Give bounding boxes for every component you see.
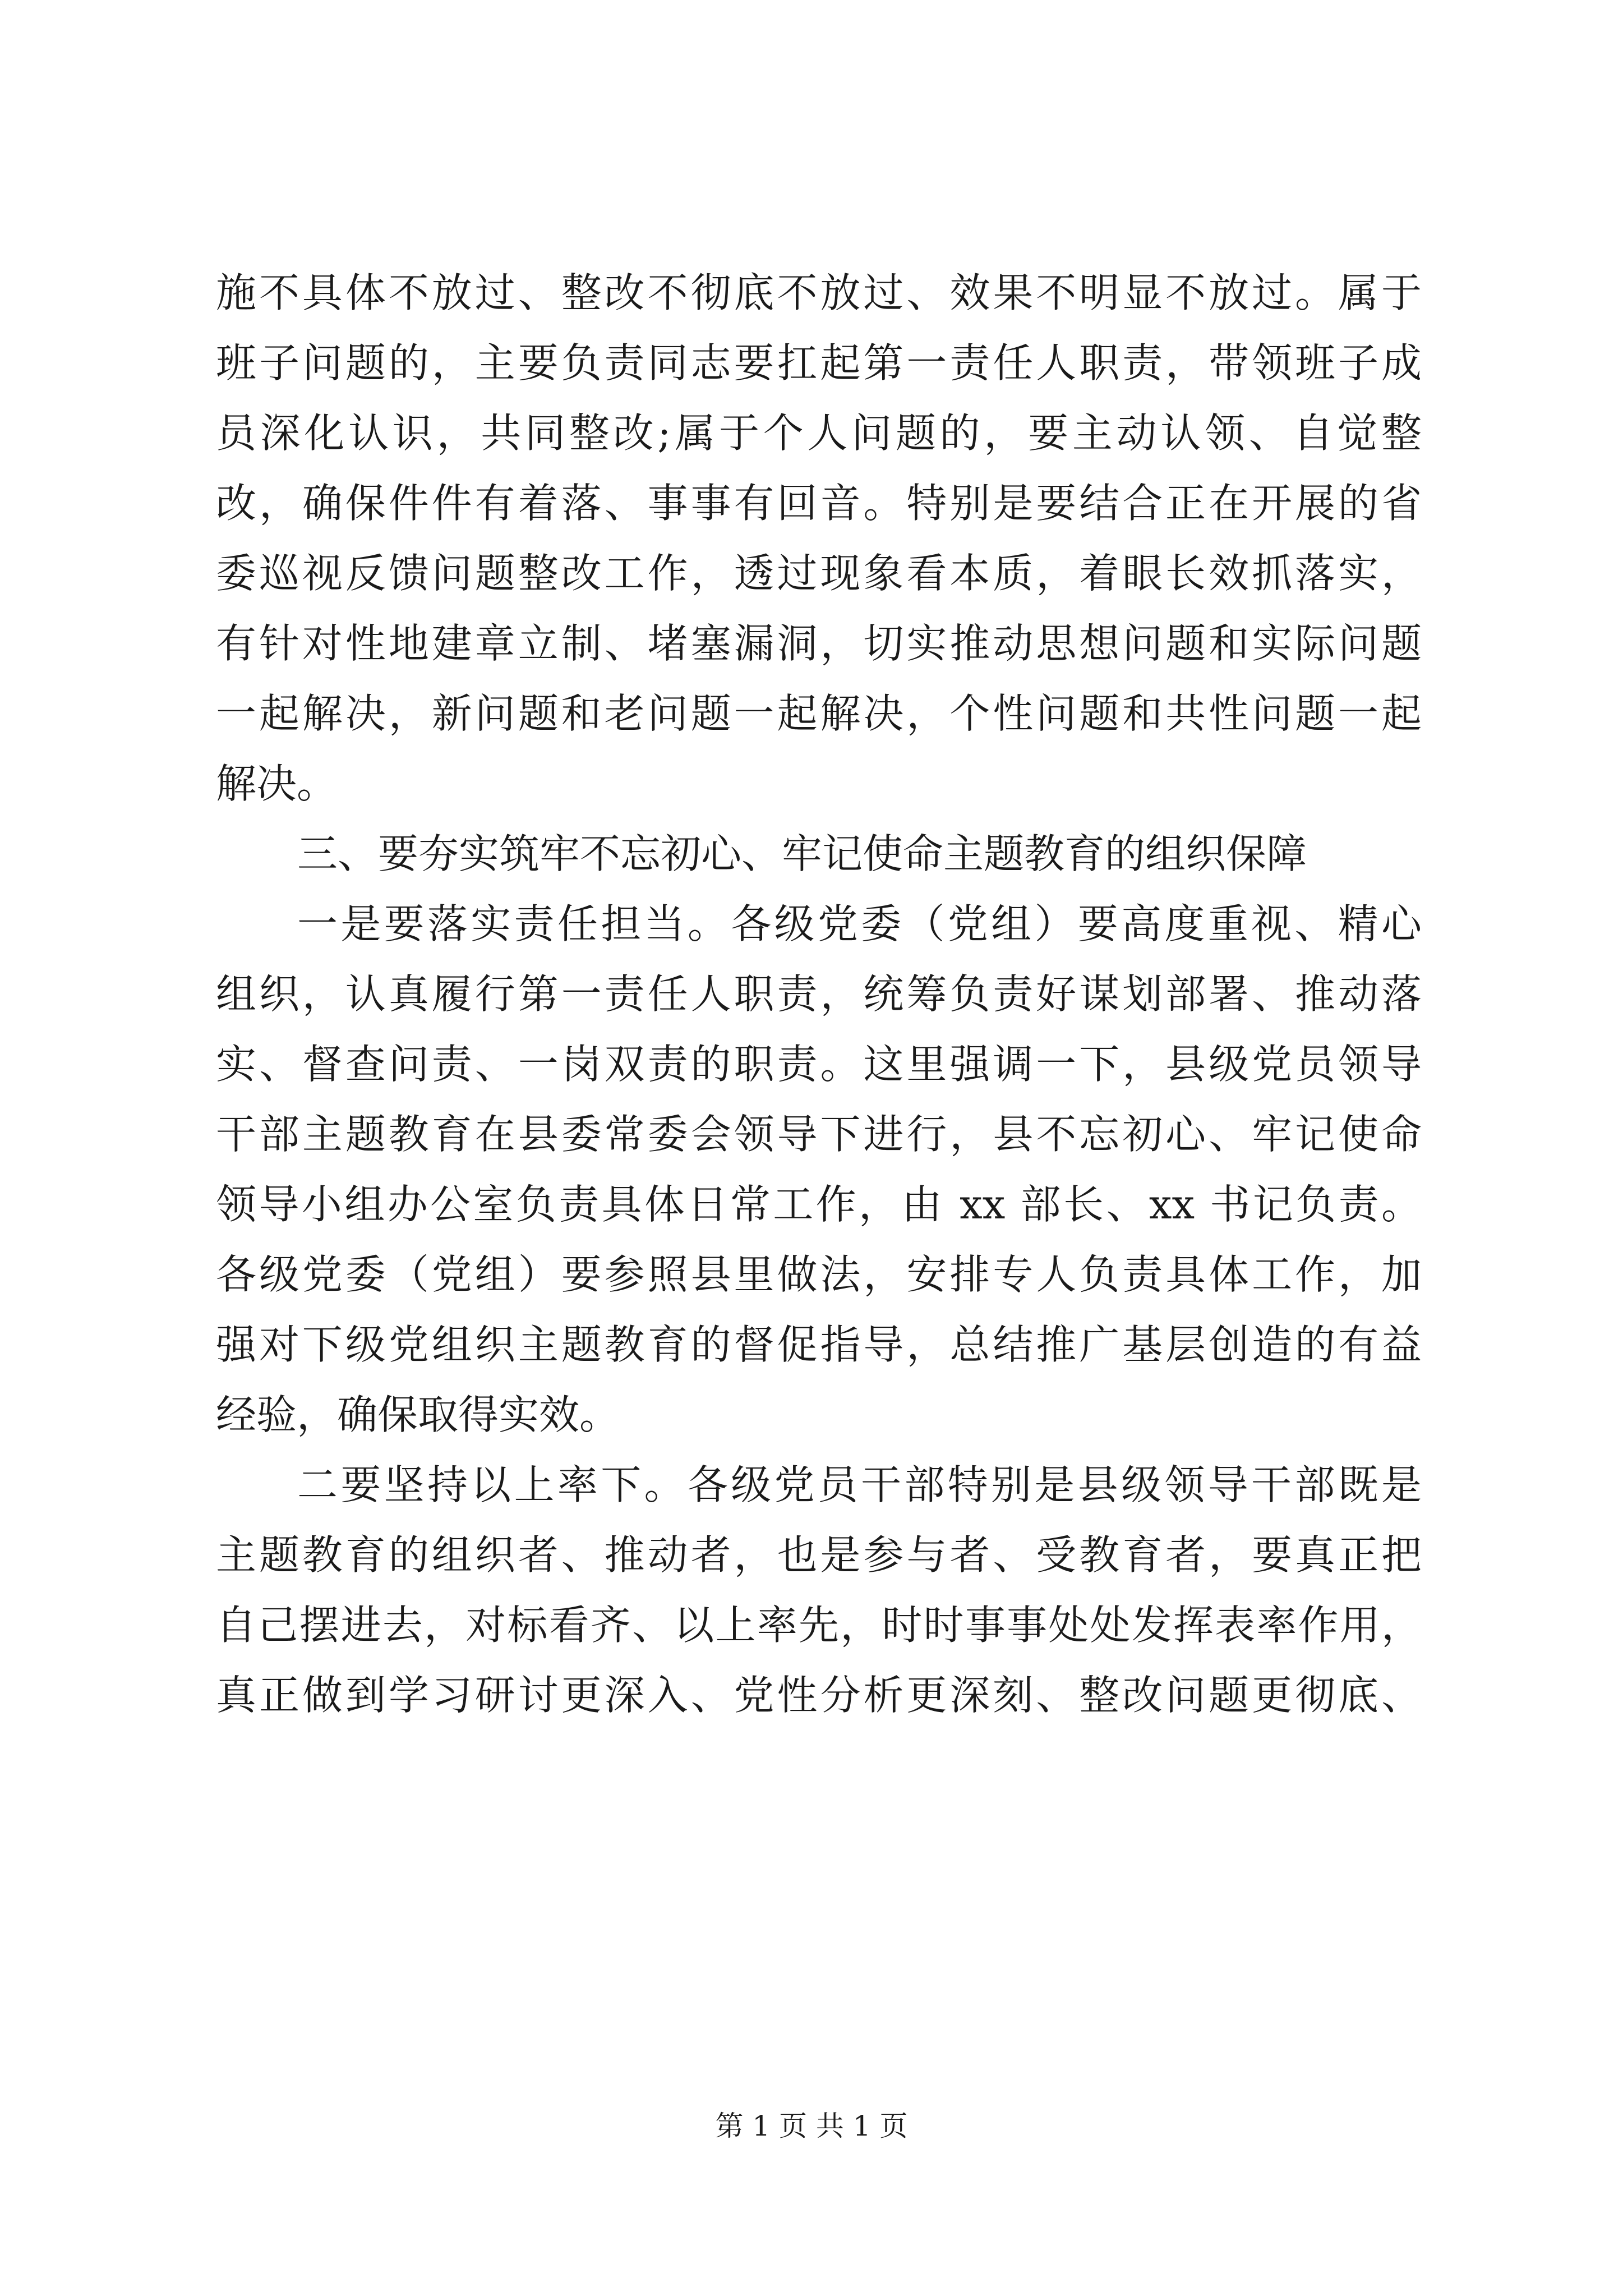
- text-line: 施不具体不放过、整改不彻底不放过、效果不明显不放过。属于: [216, 269, 1422, 316]
- text-line: 强对下级党组织主题教育的督促指导，总结推广基层创造的有益: [216, 1321, 1422, 1368]
- text-line: 经验，确保取得实效。: [216, 1391, 620, 1438]
- text-line: 自己摆进去，对标看齐、以上率先，时时事事处处发挥表率作用，: [216, 1602, 1422, 1649]
- text-line: 实、督查问责、一岗双责的职责。这里强调一下，县级党员领导: [216, 1041, 1422, 1088]
- document-body: [216, 258, 1422, 1731]
- section-heading: 三、要夯实筑牢不忘初心、牢记使命主题教育的组织保障: [297, 830, 1307, 877]
- text-line: 干部主题教育在县委常委会领导下进行，县不忘初心、牢记使命: [216, 1111, 1422, 1158]
- text-line: 领导小组办公室负责具体日常工作，由 xx 部长、xx 书记负责。: [216, 1181, 1422, 1228]
- text-line: 组织，认真履行第一责任人职责，统筹负责好谋划部署、推动落: [216, 970, 1422, 1018]
- text-line: 一起解决，新问题和老问题一起解决，个性问题和共性问题一起: [216, 690, 1422, 737]
- text-line: 一是要落实责任担当。各级党委（党组）要高度重视、精心: [297, 900, 1422, 947]
- text-line: 主题教育的组织者、推动者，也是参与者、受教育者，要真正把: [216, 1531, 1422, 1579]
- text-line: 真正做到学习研讨更深入、党性分析更深刻、整改问题更彻底、: [216, 1672, 1422, 1719]
- text-line: 各级党委（党组）要参照县里做法，安排专人负责具体工作，加: [216, 1251, 1422, 1298]
- text-line: 改，确保件件有着落、事事有回音。特别是要结合正在开展的省: [216, 480, 1422, 527]
- text-line: 二要坚持以上率下。各级党员干部特别是县级领导干部既是: [297, 1461, 1422, 1508]
- text-line: 有针对性地建章立制、堵塞漏洞，切实推动思想问题和实际问题: [216, 620, 1422, 667]
- text-line: 员深化认识，共同整改;属于个人问题的，要主动认领、自觉整: [216, 409, 1422, 457]
- page-number-footer: 第 1 页 共 1 页: [715, 2110, 908, 2142]
- text-line: 解决。: [216, 760, 338, 807]
- text-line: 班子问题的，主要负责同志要扛起第一责任人职责，带领班子成: [216, 339, 1422, 386]
- text-line: 委巡视反馈问题整改工作，透过现象看本质，着眼长效抓落实，: [216, 550, 1422, 597]
